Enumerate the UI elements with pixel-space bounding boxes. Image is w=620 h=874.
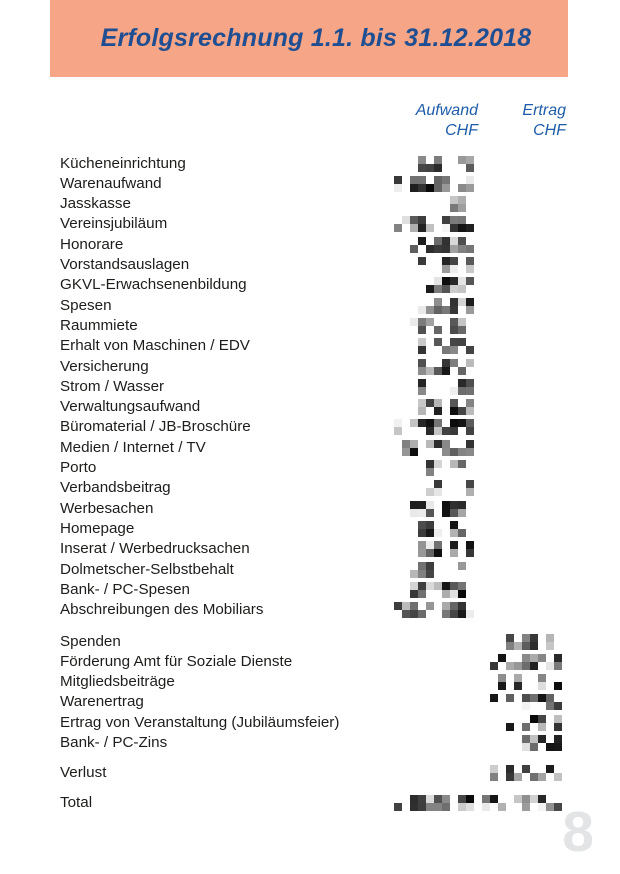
row-label: Medien / Internet / TV [60,438,206,456]
table-row [0,652,620,672]
table-row [0,255,620,275]
table-row [0,672,620,692]
ertrag-value-redacted [490,634,562,650]
row-label: Porto [60,459,97,476]
aufwand-value-redacted [410,237,474,253]
aufwand-value-redacted [394,318,474,334]
table-row [0,733,620,753]
aufwand-value-redacted [418,298,474,314]
table-row [0,417,620,437]
row-label: Verlust [60,763,107,781]
aufwand-value-redacted [402,440,474,456]
row-label: Jasskasse [60,195,131,213]
table-row [0,499,620,519]
page-title: Erfolgsrechnung 1.1. bis 31.12.2018 [100,24,532,52]
aufwand-value-redacted [410,562,474,578]
table-row [0,275,620,295]
aufwand-value-redacted [410,257,474,273]
ertrag-value-redacted [482,765,562,781]
row-label: Strom / Wasser [60,377,165,395]
aufwand-value-redacted [426,480,474,496]
row-label: Warenertrag [60,693,144,711]
row-label: Vorstandsauslagen [60,256,190,273]
ertrag-header-currency: CHF [533,122,566,139]
ertrag-value-redacted [522,735,562,751]
row-label: Versicherung [60,357,149,375]
row-label: Werbesachen [60,499,154,517]
table-row [0,397,620,417]
table-row [0,296,620,316]
aufwand-value-redacted [394,795,474,811]
table-row [0,580,620,600]
table-row [0,478,620,498]
aufwand-value-redacted [418,379,474,395]
row-label: Inserat / Werbedrucksachen [60,540,250,558]
aufwand-value-redacted [394,176,474,192]
table-row [0,560,620,580]
row-label: Ertrag von Veranstaltung (Jubiläumsfeier) [60,713,340,731]
ertrag-value-redacted [490,654,562,670]
ertrag-column-header [522,101,566,141]
row-label: Mitgliedsbeiträge [60,673,175,691]
aufwand-value-redacted [394,419,474,435]
aufwand-value-redacted [386,216,474,232]
table-row [0,692,620,712]
aufwand-value-redacted [402,501,474,517]
aufwand-value-redacted [394,602,474,618]
aufwand-value-redacted [418,359,474,375]
row-label: Bank- / PC-Zins [60,734,168,751]
row-label: Warenaufwand [60,174,162,192]
aufwand-header-currency: CHF [445,122,478,139]
row-label: Spesen [60,296,112,314]
row-label: Bank- / PC-Spesen [60,580,190,598]
table-row [0,713,620,733]
table-row [0,632,620,652]
aufwand-value-redacted [418,460,474,476]
row-label: Büromaterial / JB-Broschüre [60,418,251,436]
table-row [0,539,620,559]
row-label: Verbandsbeitrag [60,479,171,497]
row-label: Dolmetscher-Selbstbehalt [60,560,234,578]
row-label: Förderung Amt für Soziale Dienste [60,652,293,670]
ertrag-value-redacted [506,715,562,731]
aufwand-header-label: Aufwand [415,102,478,119]
row-label: Abschreibungen des Mobiliars [60,601,264,619]
aufwand-value-redacted [418,541,474,557]
ertrag-value-redacted [490,674,562,690]
row-label: Erhalt von Maschinen / EDV [60,337,250,355]
table-row [0,357,620,377]
table-row [0,793,620,813]
row-label: Total [60,793,93,811]
row-label: Verwaltungsaufwand [60,398,201,416]
ertrag-value-redacted [482,795,562,811]
row-label: Homepage [60,519,135,537]
row-label: Spenden [60,632,121,650]
row-label: Honorare [60,235,124,253]
aufwand-value-redacted [450,196,474,212]
ertrag-header-label: Ertrag [522,102,566,119]
table-row [0,235,620,255]
row-label: GKVL-Erwachsenenbildung [60,276,247,294]
row-label: Kücheneinrichtung [60,154,186,172]
table-row [0,458,620,478]
table-row [0,377,620,397]
aufwand-value-redacted [418,277,474,293]
table-row [0,519,620,539]
aufwand-value-redacted [410,338,474,354]
aufwand-value-redacted [418,156,474,172]
row-label: Vereinsjubiläum [60,215,168,233]
aufwand-value-redacted [410,582,474,598]
table-row [0,154,620,174]
table-row [0,214,620,234]
table-row [0,763,620,783]
page-number: 8 [562,800,594,864]
row-label: Raummiete [60,316,138,334]
table-row [0,316,620,336]
aufwand-column-header [416,101,478,141]
aufwand-value-redacted [418,521,474,537]
table-row [0,336,620,356]
aufwand-value-redacted [410,399,474,415]
table-row [0,174,620,194]
title-banner [50,0,568,77]
ertrag-value-redacted [490,694,562,710]
table-row [0,600,620,620]
table-row [0,438,620,458]
table-row [0,194,620,214]
